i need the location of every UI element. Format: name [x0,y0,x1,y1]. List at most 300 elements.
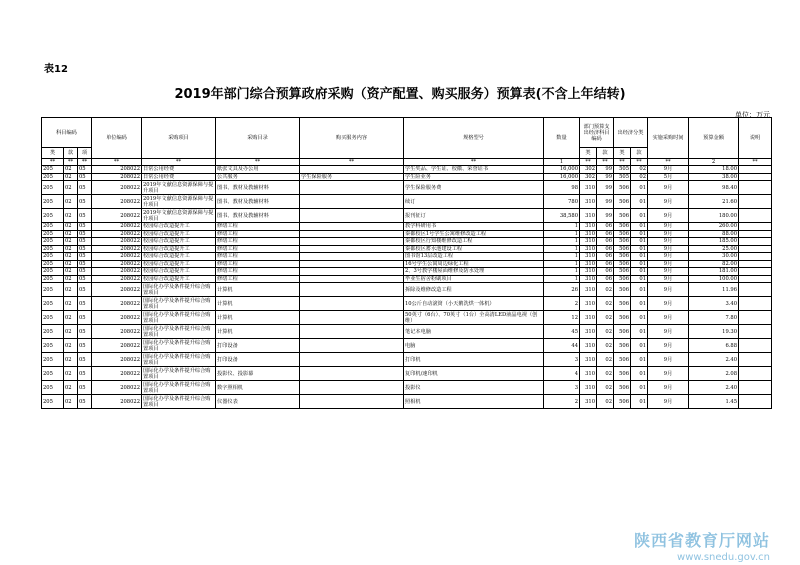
cell-econ-class-kuan: 01 [631,297,648,311]
cell-econ-kuan: 06 [597,230,614,238]
cell-lei: 205 [42,283,64,297]
cell-econ-lei: 310 [580,353,597,367]
cell-exec-time: 9月 [648,367,689,381]
header-subject-code: 科目编码 [42,118,92,148]
cell-quantity: 98 [544,181,580,195]
cell-xiang: 05 [78,245,92,253]
cell-budget-amount: 38.00 [689,173,739,181]
cell-service-content [300,367,404,381]
cell-service-content [300,339,404,353]
cell-econ-kuan: 02 [597,353,614,367]
cell-budget-amount: 260.00 [689,223,739,231]
cell-service-content [300,268,404,276]
header-procurement-catalog: 采购目录 [216,118,300,159]
table-row [42,245,772,253]
cell-remark [739,223,772,231]
cell-lei: 205 [42,353,64,367]
header-unit-code: 单位编码 [92,118,142,159]
cell-kuan: 02 [64,173,78,181]
cell-service-content [300,238,404,246]
table-row [42,260,772,268]
cell-exec-time: 9月 [648,260,689,268]
cell-remark [739,230,772,238]
cell-econ-lei: 310 [580,230,597,238]
cell-quantity: 26 [544,283,580,297]
marker-cell: ** [739,159,772,166]
cell-exec-time: 9月 [648,245,689,253]
cell-quantity: 38,580 [544,209,580,223]
cell-quantity: 780 [544,195,580,209]
cell-unit-code: 208022 [92,297,142,311]
cell-quantity: 2 [544,297,580,311]
cell-lei: 205 [42,275,64,283]
cell-remark [739,311,772,325]
cell-econ-class-kuan: 01 [631,195,648,209]
cell-spec-model: 笔记本电脑 [404,325,544,339]
table-row [42,195,772,209]
cell-econ-class-kuan: 01 [631,311,648,325]
cell-quantity: 4 [544,367,580,381]
cell-procurement-item: 国际化办学及条件提升综合购置项目 [142,381,216,395]
cell-remark [739,395,772,409]
cell-unit-code: 208022 [92,311,142,325]
cell-procurement-catalog: 图书、教材及教辅材料 [216,195,300,209]
cell-procurement-catalog: 图书、教材及教辅材料 [216,181,300,195]
cell-xiang: 05 [78,173,92,181]
cell-econ-class-lei: 506 [614,395,631,409]
cell-quantity: 44 [544,339,580,353]
cell-service-content [300,381,404,395]
cell-xiang: 05 [78,353,92,367]
cell-procurement-item: 校园综合改造提升工 [142,260,216,268]
cell-exec-time: 9月 [648,195,689,209]
cell-exec-time: 9月 [648,166,689,174]
cell-econ-lei: 302 [580,166,597,174]
cell-spec-model: 电脑 [404,339,544,353]
cell-xiang: 05 [78,325,92,339]
cell-exec-time: 9月 [648,283,689,297]
cell-kuan: 02 [64,268,78,276]
cell-econ-class-kuan: 01 [631,209,648,223]
cell-remark [739,297,772,311]
cell-econ-kuan: 06 [597,238,614,246]
cell-exec-time: 9月 [648,311,689,325]
cell-exec-time: 9月 [648,353,689,367]
cell-exec-time: 9月 [648,395,689,409]
cell-remark [739,253,772,261]
cell-xiang: 05 [78,381,92,395]
cell-xiang: 05 [78,181,92,195]
cell-spec-model: 报刊征订 [404,209,544,223]
table-number-label: 表12 [44,64,68,75]
cell-lei: 205 [42,260,64,268]
cell-procurement-catalog: 计算机 [216,311,300,325]
cell-econ-kuan: 99 [597,173,614,181]
cell-xiang: 05 [78,268,92,276]
cell-econ-class-lei: 506 [614,195,631,209]
cell-remark [739,353,772,367]
cell-budget-amount: 11.96 [689,283,739,297]
cell-service-content [300,230,404,238]
cell-procurement-item: 国际化办学及条件提升综合购置项目 [142,395,216,409]
cell-service-content [300,311,404,325]
cell-econ-lei: 310 [580,311,597,325]
cell-quantity: 1 [544,238,580,246]
cell-econ-lei: 310 [580,260,597,268]
header-remark: 说明 [739,118,772,159]
cell-kuan: 02 [64,353,78,367]
cell-kuan: 02 [64,339,78,353]
cell-econ-class-kuan: 01 [631,230,648,238]
cell-procurement-catalog: 打印设备 [216,339,300,353]
cell-spec-model: 50英寸（6台）、70英寸（1台）全高清LED液晶电视（创维） [404,311,544,325]
cell-procurement-catalog: 修缮工程 [216,230,300,238]
table-header [42,118,772,166]
cell-lei: 205 [42,311,64,325]
cell-quantity: 1 [544,223,580,231]
cell-budget-amount: 18.00 [689,166,739,174]
cell-procurement-item: 日常公用经费 [142,173,216,181]
cell-xiang: 05 [78,275,92,283]
header-xiang: 项 [78,148,92,159]
cell-budget-amount: 30.00 [689,253,739,261]
cell-spec-model: 学生奖品、学生证、校徽、荣誉证书 [404,166,544,174]
cell-procurement-catalog: 修缮工程 [216,275,300,283]
table-row [42,311,772,325]
cell-econ-class-kuan: 01 [631,245,648,253]
cell-service-content [300,283,404,297]
cell-xiang: 05 [78,166,92,174]
cell-spec-model: 2、3号教学楼屋面维修及防水处理 [404,268,544,276]
marker-cell: ** [78,159,92,166]
cell-kuan: 02 [64,238,78,246]
cell-exec-time: 9月 [648,268,689,276]
cell-econ-class-kuan: 01 [631,260,648,268]
cell-budget-amount: 98.40 [689,181,739,195]
table-row [42,367,772,381]
marker-cell: ** [92,159,142,166]
cell-spec-model: 教学科研用书 [404,223,544,231]
cell-budget-amount: 25.00 [689,245,739,253]
cell-procurement-catalog: 修缮工程 [216,238,300,246]
cell-econ-class-lei: 506 [614,260,631,268]
cell-procurement-item: 校园综合改造提升工 [142,245,216,253]
header-budget-amount: 预算金额 [689,118,739,159]
cell-lei: 205 [42,367,64,381]
cell-econ-class-lei: 506 [614,181,631,195]
header-lei-2: 类 [580,148,597,159]
cell-lei: 205 [42,245,64,253]
cell-unit-code: 208022 [92,253,142,261]
cell-econ-class-lei: 506 [614,238,631,246]
cell-lei: 205 [42,166,64,174]
cell-budget-amount: 1.45 [689,395,739,409]
cell-econ-class-kuan: 01 [631,395,648,409]
cell-lei: 205 [42,230,64,238]
header-kuan-2: 款 [597,148,614,159]
header-service-content: 购买服务内容 [300,118,404,159]
cell-kuan: 02 [64,395,78,409]
marker-cell: ** [404,159,544,166]
cell-econ-class-kuan: 01 [631,283,648,297]
cell-kuan: 02 [64,367,78,381]
cell-econ-class-kuan: 01 [631,181,648,195]
table-row [42,395,772,409]
cell-lei: 205 [42,339,64,353]
cell-service-content: 学生保险服务 [300,173,404,181]
cell-econ-class-lei: 506 [614,223,631,231]
cell-service-content [300,253,404,261]
marker-cell: 2 [689,159,739,166]
cell-remark [739,181,772,195]
cell-exec-time: 9月 [648,339,689,353]
table-row [42,209,772,223]
cell-kuan: 02 [64,230,78,238]
table-row [42,166,772,174]
cell-budget-amount: 2.40 [689,353,739,367]
cell-quantity: 16,000 [544,173,580,181]
cell-budget-amount: 181.00 [689,268,739,276]
cell-remark [739,275,772,283]
cell-econ-kuan: 02 [597,395,614,409]
cell-econ-kuan: 06 [597,275,614,283]
header-quantity: 数量 [544,118,580,159]
cell-lei: 205 [42,325,64,339]
cell-remark [739,173,772,181]
cell-procurement-item: 日常公用经费 [142,166,216,174]
cell-kuan: 02 [64,209,78,223]
cell-remark [739,325,772,339]
header-dept-econ-code: 部门预算支出经济科目编码 [580,118,614,148]
cell-econ-lei: 310 [580,381,597,395]
cell-econ-class-kuan: 01 [631,223,648,231]
cell-lei: 205 [42,181,64,195]
cell-econ-lei: 310 [580,223,597,231]
cell-exec-time: 9月 [648,181,689,195]
cell-xiang: 05 [78,209,92,223]
cell-procurement-catalog: 图书、教材及教辅材料 [216,209,300,223]
cell-econ-class-lei: 506 [614,381,631,395]
cell-unit-code: 208022 [92,268,142,276]
cell-service-content [300,395,404,409]
cell-kuan: 02 [64,260,78,268]
cell-unit-code: 208022 [92,166,142,174]
cell-remark [739,268,772,276]
cell-xiang: 05 [78,297,92,311]
cell-budget-amount: 2.40 [689,381,739,395]
cell-kuan: 02 [64,275,78,283]
cell-service-content [300,275,404,283]
cell-econ-class-lei: 506 [614,245,631,253]
cell-procurement-item: 国际化办学及条件提升综合购置项目 [142,339,216,353]
cell-remark [739,209,772,223]
cell-econ-lei: 310 [580,395,597,409]
cell-procurement-catalog: 计算机 [216,297,300,311]
cell-lei: 205 [42,223,64,231]
cell-econ-class-lei: 505 [614,173,631,181]
cell-quantity: 1 [544,260,580,268]
cell-service-content [300,353,404,367]
cell-econ-class-lei: 506 [614,253,631,261]
cell-xiang: 05 [78,260,92,268]
cell-econ-kuan: 06 [597,260,614,268]
cell-econ-class-lei: 506 [614,367,631,381]
cell-spec-model: 复印机/速印机 [404,367,544,381]
marker-cell: ** [648,159,689,166]
cell-procurement-item: 校园综合改造提升工 [142,223,216,231]
cell-econ-class-lei: 506 [614,275,631,283]
cell-budget-amount: 88.00 [689,230,739,238]
cell-econ-class-lei: 505 [614,166,631,174]
cell-econ-lei: 310 [580,268,597,276]
cell-econ-class-lei: 506 [614,325,631,339]
table-row [42,381,772,395]
cell-unit-code: 208022 [92,245,142,253]
cell-econ-class-lei: 506 [614,268,631,276]
cell-kuan: 02 [64,166,78,174]
table-row [42,297,772,311]
cell-remark [739,381,772,395]
cell-exec-time: 9月 [648,297,689,311]
table-row [42,230,772,238]
cell-econ-kuan: 06 [597,245,614,253]
cell-service-content [300,297,404,311]
cell-service-content [300,260,404,268]
cell-econ-class-kuan: 01 [631,275,648,283]
cell-unit-code: 208022 [92,173,142,181]
cell-remark [739,238,772,246]
cell-exec-time: 9月 [648,238,689,246]
header-lei-3: 类 [614,148,631,159]
cell-econ-kuan: 06 [597,268,614,276]
cell-econ-class-lei: 506 [614,339,631,353]
cell-procurement-catalog: 修缮工程 [216,253,300,261]
cell-xiang: 05 [78,238,92,246]
cell-spec-model: 10公斤自动滚筒（小天鹅洗烘一体机） [404,297,544,311]
cell-remark [739,166,772,174]
cell-exec-time: 5月 [648,173,689,181]
cell-service-content [300,181,404,195]
cell-lei: 205 [42,253,64,261]
document-title: 2019年部门综合预算政府采购（资产配置、购买服务）预算表(不含上年结转) [174,87,626,102]
cell-unit-code: 208022 [92,223,142,231]
cell-econ-lei: 310 [580,297,597,311]
cell-kuan: 02 [64,195,78,209]
cell-xiang: 05 [78,195,92,209]
cell-remark [739,283,772,297]
cell-kuan: 02 [64,223,78,231]
cell-procurement-item: 国际化办学及条件提升综合购置项目 [142,283,216,297]
cell-quantity: 2 [544,395,580,409]
cell-spec-model: 毕业生宿舍粉刷项目 [404,275,544,283]
table-row [42,173,772,181]
cell-exec-time: 9月 [648,223,689,231]
cell-procurement-catalog: 修缮工程 [216,260,300,268]
table-row [42,223,772,231]
cell-lei: 205 [42,173,64,181]
cell-unit-code: 208022 [92,260,142,268]
cell-procurement-catalog: 纸张文具及办公用 [216,166,300,174]
cell-econ-class-kuan: 01 [631,367,648,381]
cell-econ-class-kuan: 01 [631,268,648,276]
header-spec-model: 规格型号 [404,118,544,159]
cell-econ-class-lei: 506 [614,297,631,311]
cell-quantity: 12 [544,311,580,325]
cell-econ-kuan: 99 [597,181,614,195]
cell-remark [739,367,772,381]
marker-cell: 1 [544,159,580,166]
cell-procurement-item: 校园综合改造提升工 [142,238,216,246]
cell-xiang: 05 [78,311,92,325]
cell-kuan: 02 [64,283,78,297]
cell-procurement-item: 校园综合改造提升工 [142,230,216,238]
cell-econ-kuan: 99 [597,195,614,209]
cell-quantity: 45 [544,325,580,339]
watermark-url: www.snedu.gov.cn [677,552,770,563]
cell-lei: 205 [42,395,64,409]
cell-econ-class-kuan: 02 [631,166,648,174]
cell-econ-lei: 310 [580,245,597,253]
cell-econ-kuan: 99 [597,209,614,223]
cell-unit-code: 208022 [92,230,142,238]
watermark-site-name: 陕西省教育厅网站 [633,531,770,550]
cell-unit-code: 208022 [92,238,142,246]
cell-budget-amount: 82.00 [689,260,739,268]
cell-econ-class-lei: 506 [614,283,631,297]
cell-econ-lei: 310 [580,275,597,283]
cell-kuan: 02 [64,381,78,395]
table-body [42,166,772,409]
cell-exec-time: 9月 [648,325,689,339]
cell-lei: 205 [42,268,64,276]
cell-quantity: 1 [544,275,580,283]
cell-spec-model: 图书馆13层改造工程 [404,253,544,261]
cell-procurement-item: 校园综合改造提升工 [142,253,216,261]
header-econ-class: 出经济分类 [614,118,648,148]
cell-unit-code: 208022 [92,353,142,367]
cell-econ-kuan: 02 [597,283,614,297]
cell-kuan: 02 [64,325,78,339]
cell-econ-class-kuan: 01 [631,339,648,353]
table-row [42,253,772,261]
cell-budget-amount: 100.00 [689,275,739,283]
cell-econ-kuan: 06 [597,223,614,231]
cell-quantity: 16,000 [544,166,580,174]
cell-procurement-catalog: 投影仪、投影幕 [216,367,300,381]
marker-cell: ** [42,159,64,166]
table-row [42,325,772,339]
cell-econ-kuan: 02 [597,325,614,339]
cell-xiang: 05 [78,339,92,353]
cell-quantity: 3 [544,353,580,367]
cell-unit-code: 208022 [92,209,142,223]
cell-spec-model: 学生保险服务费 [404,181,544,195]
header-kuan: 款 [64,148,78,159]
cell-remark [739,245,772,253]
cell-econ-lei: 310 [580,238,597,246]
cell-remark [739,195,772,209]
cell-service-content [300,223,404,231]
table-row [42,353,772,367]
marker-cell: ** [64,159,78,166]
cell-spec-model: 秦都校区行知楼维修改造工程 [404,238,544,246]
cell-unit-code: 208022 [92,275,142,283]
cell-exec-time: 9月 [648,275,689,283]
cell-econ-lei: 310 [580,339,597,353]
cell-budget-amount: 7.80 [689,311,739,325]
cell-quantity: 1 [544,268,580,276]
cell-unit-code: 208022 [92,181,142,195]
